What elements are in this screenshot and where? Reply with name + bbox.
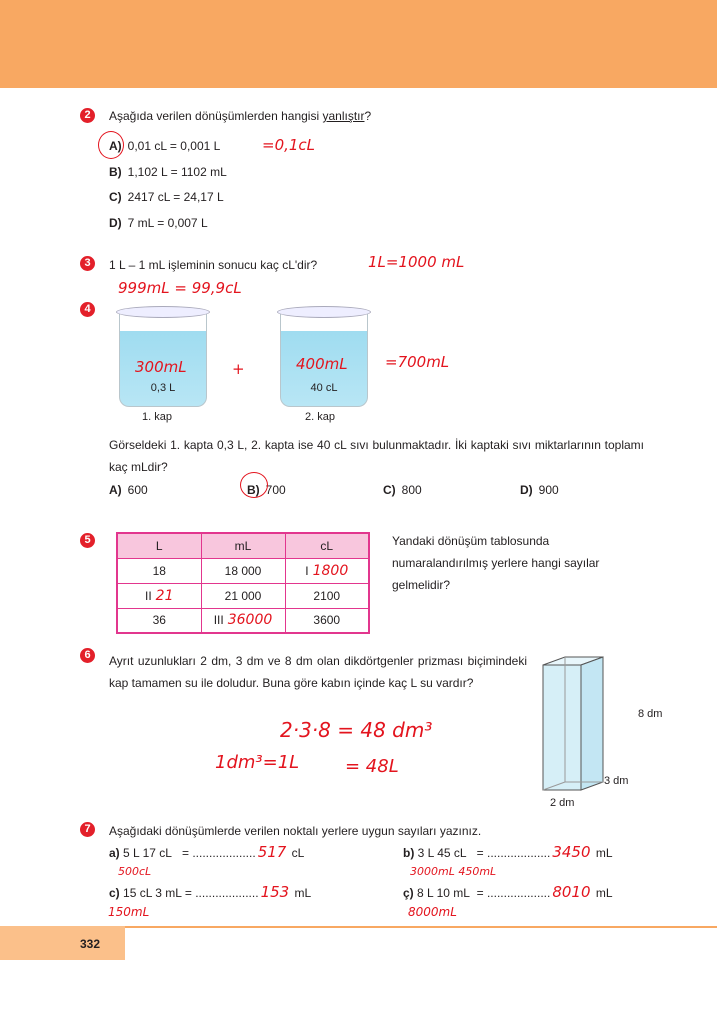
option-b[interactable]: B) 700 [247,483,286,497]
cell-value: I [305,563,309,578]
item-cedilla: ç) 8 L 10 mL = ................... 8010 mL [403,883,613,901]
answer-blank[interactable]: ................... [195,886,259,900]
question-3-text: 1 L – 1 mL işleminin sonucu kaç cL'dir? [109,258,318,272]
dim-height: 8 dm [638,708,663,720]
handwritten-answer: 153 [260,883,290,901]
col-header: mL [201,533,285,558]
q2-underlined: yanlıştır [322,109,365,123]
option-c[interactable]: C) 2417 cL = 24,17 L [109,190,224,204]
question-4-text: Görseldeki 1. kapta 0,3 L, 2. kapta ise 40 cL sıvı bulunmaktadır. İki kaptaki sıvı miktarlarının toplamı kaç mLdir? [109,438,644,474]
q2-qmark: ? [364,109,372,123]
col-header: cL [285,533,369,558]
question-number-7: 7 [80,822,95,837]
handwritten-note: 999mL = 99,9cL [118,279,242,297]
beaker-1-caption: 1. kap [142,411,172,423]
answer-blank[interactable]: ................... [486,886,551,900]
cell-value: III [213,613,224,628]
handwritten-note: 8000mL [408,905,457,919]
beaker-1: 0,3 L [119,312,207,407]
table-cell [285,558,369,583]
conversion-table [116,532,370,634]
question-number-2: 2 [80,108,95,123]
handwritten-note: 2·3·8 = 48 dm³ [280,718,433,742]
handwritten-note: 3000mL 450mL [410,865,497,878]
table-cell: 21 000 [201,583,285,608]
handwritten-note: 1dm³=1L [215,752,300,773]
option-a[interactable]: A) 0,01 cL = 0,001 L [109,139,221,153]
item-b: b) 3 L 45 cL = ................... 3450 mL [403,843,613,861]
handwritten-note: =0,1cL [262,136,316,154]
question-number-6: 6 [80,648,95,663]
page-number: 332 [0,926,125,960]
answer-circle [240,472,268,498]
page-header-band [0,0,717,88]
question-7-text: Aşağıdaki dönüşümlerde verilen noktalı yerlere uygun sayıları yazınız. [109,824,482,838]
handwritten-note: 300mL [135,358,187,376]
handwritten-note: + [232,360,245,378]
handwritten-note: = 48L [345,756,399,777]
q2-text: Aşağıda verilen dönüşümlerden hangisi [109,109,323,123]
col-header: L [117,533,201,558]
table-cell [117,583,201,608]
table-cell: 36 [117,608,201,633]
option-d[interactable]: D) 900 [520,483,559,497]
table-row [117,558,369,583]
dim-depth: 3 dm [604,775,629,787]
prism-figure [538,655,618,795]
item-c: c) 15 cL 3 mL = ................... 153 mL [109,883,312,901]
handwritten-note: 500cL [118,865,152,878]
handwritten-note: 1L=1000 mL [368,253,465,271]
table-cell: 2100 [285,583,369,608]
answer-blank[interactable]: ................... [486,846,551,860]
answer-circle [98,131,124,159]
beaker-2: 40 cL [280,312,368,407]
handwritten-answer: 517 [257,843,287,861]
handwritten-note: 21 [155,587,174,604]
table-cell: 18 [117,558,201,583]
question-5-text: Yandaki dönüşüm tablosunda numaralandırılmış yerlere hangi sayılar gelmelidir? [392,534,600,592]
question-6-text: Ayrıt uzunlukları 2 dm, 3 dm ve 8 dm olan dikdörtgenler prizması biçimindeki kap tamamen su ile doludur. Buna göre kabın içinde kaç L su vardır? [109,654,527,690]
table-cell [201,608,285,633]
handwritten-answer: 3450 [552,843,591,861]
beaker-2-caption: 2. kap [305,411,335,423]
handwritten-note: 150mL [108,905,150,919]
option-c[interactable]: C) 800 [383,483,422,497]
dim-width: 2 dm [550,797,575,809]
table-row [117,583,369,608]
handwritten-answer: 8010 [552,883,591,901]
question-number-5: 5 [80,533,95,548]
cell-value: II [145,588,152,603]
option-b[interactable]: B) 1,102 L = 1102 mL [109,165,227,179]
question-number-3: 3 [80,256,95,271]
item-a: a) 5 L 17 cL = ................... 517 cL [109,843,305,861]
handwritten-note: =700mL [385,353,450,371]
question-number-4: 4 [80,302,95,317]
handwritten-note: 400mL [296,355,348,373]
table-row [117,608,369,633]
handwritten-note: 36000 [227,612,273,629]
answer-blank[interactable]: ................... [192,846,256,860]
handwritten-note: 1800 [312,562,349,579]
table-cell: 3600 [285,608,369,633]
question-2-text [109,109,371,123]
option-a[interactable]: A) 600 [109,483,148,497]
table-cell: 18 000 [201,558,285,583]
option-d[interactable]: D) 7 mL = 0,007 L [109,216,208,230]
